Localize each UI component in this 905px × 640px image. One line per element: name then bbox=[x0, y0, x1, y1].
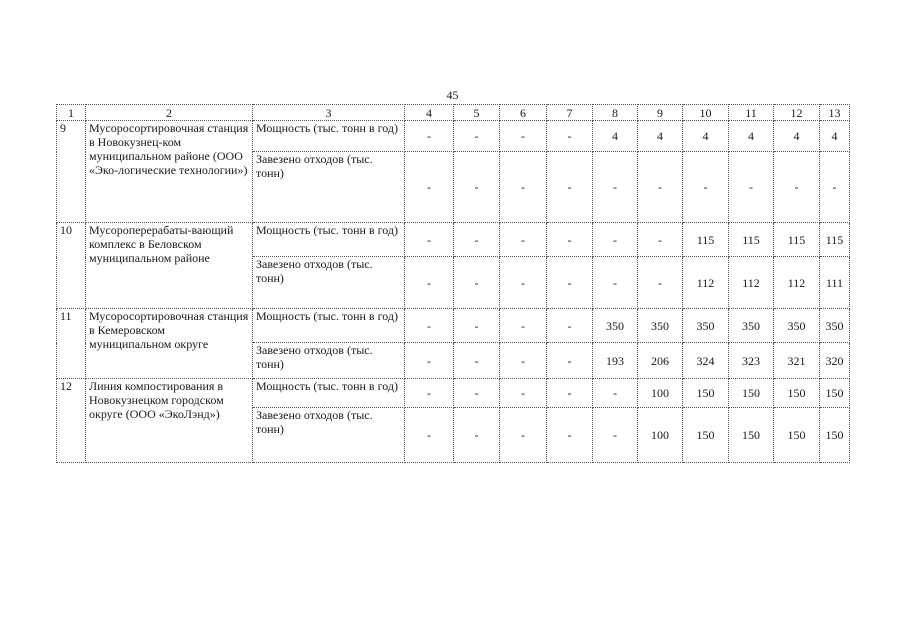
value-cell: - bbox=[500, 121, 547, 152]
value-cell: 4 bbox=[683, 121, 729, 152]
table-row bbox=[57, 223, 850, 257]
value-cell: - bbox=[547, 121, 593, 152]
value-cell: - bbox=[500, 309, 547, 343]
header-cell: 10 bbox=[683, 105, 729, 121]
value-cell: - bbox=[454, 408, 500, 463]
value-cell: - bbox=[593, 223, 638, 257]
value-cell: 150 bbox=[774, 408, 820, 463]
header-cell: 4 bbox=[405, 105, 454, 121]
facility-name: Мусоросортировочная станция в Кемеровском муниципальном округе bbox=[86, 309, 253, 379]
value-cell: - bbox=[454, 343, 500, 379]
value-cell: - bbox=[500, 152, 547, 223]
value-cell: 321 bbox=[774, 343, 820, 379]
value-cell: - bbox=[729, 152, 774, 223]
value-cell: - bbox=[500, 257, 547, 309]
indicator-label: Мощность (тыс. тонн в год) bbox=[253, 379, 405, 408]
value-cell: 350 bbox=[820, 309, 850, 343]
value-cell: - bbox=[454, 152, 500, 223]
value-cell: 4 bbox=[593, 121, 638, 152]
header-cell: 2 bbox=[86, 105, 253, 121]
header-cell: 5 bbox=[454, 105, 500, 121]
value-cell: - bbox=[820, 152, 850, 223]
header-cell: 7 bbox=[547, 105, 593, 121]
header-cell: 13 bbox=[820, 105, 850, 121]
value-cell: 150 bbox=[683, 408, 729, 463]
value-cell: - bbox=[454, 121, 500, 152]
value-cell: - bbox=[774, 152, 820, 223]
facility-name: Мусороперерабаты-вающий комплекс в Беловском муниципальном районе bbox=[86, 223, 253, 309]
value-cell: - bbox=[683, 152, 729, 223]
indicator-label: Мощность (тыс. тонн в год) bbox=[253, 121, 405, 152]
header-cell: 8 bbox=[593, 105, 638, 121]
value-cell: - bbox=[405, 379, 454, 408]
table-row bbox=[57, 121, 850, 152]
value-cell: - bbox=[547, 408, 593, 463]
value-cell: - bbox=[405, 257, 454, 309]
value-cell: - bbox=[547, 343, 593, 379]
value-cell: - bbox=[405, 223, 454, 257]
header-cell: 3 bbox=[253, 105, 405, 121]
value-cell: 324 bbox=[683, 343, 729, 379]
value-cell: - bbox=[454, 379, 500, 408]
value-cell: - bbox=[500, 379, 547, 408]
value-cell: 100 bbox=[638, 379, 683, 408]
row-index: 12 bbox=[57, 379, 86, 463]
value-cell: - bbox=[547, 257, 593, 309]
value-cell: 150 bbox=[774, 379, 820, 408]
row-index: 10 bbox=[57, 223, 86, 309]
header-row bbox=[57, 105, 850, 121]
value-cell: 350 bbox=[593, 309, 638, 343]
value-cell: 350 bbox=[638, 309, 683, 343]
value-cell: - bbox=[405, 121, 454, 152]
value-cell: - bbox=[500, 343, 547, 379]
indicator-label: Мощность (тыс. тонн в год) bbox=[253, 309, 405, 343]
value-cell: 115 bbox=[683, 223, 729, 257]
value-cell: 112 bbox=[729, 257, 774, 309]
header-cell: 11 bbox=[729, 105, 774, 121]
value-cell: 100 bbox=[638, 408, 683, 463]
value-cell: 111 bbox=[820, 257, 850, 309]
value-cell: 320 bbox=[820, 343, 850, 379]
value-cell: - bbox=[638, 152, 683, 223]
value-cell: - bbox=[593, 257, 638, 309]
value-cell: - bbox=[405, 408, 454, 463]
value-cell: - bbox=[593, 408, 638, 463]
value-cell: 112 bbox=[683, 257, 729, 309]
indicator-label: Завезено отходов (тыс. тонн) bbox=[253, 152, 405, 223]
table-row bbox=[57, 309, 850, 343]
value-cell: 150 bbox=[729, 379, 774, 408]
value-cell: 150 bbox=[820, 408, 850, 463]
value-cell: 150 bbox=[683, 379, 729, 408]
value-cell: - bbox=[547, 379, 593, 408]
value-cell: - bbox=[547, 152, 593, 223]
header-cell: 12 bbox=[774, 105, 820, 121]
value-cell: - bbox=[405, 343, 454, 379]
value-cell: 4 bbox=[774, 121, 820, 152]
value-cell: - bbox=[500, 223, 547, 257]
value-cell: 193 bbox=[593, 343, 638, 379]
row-index: 9 bbox=[57, 121, 86, 223]
waste-facilities-table bbox=[56, 104, 850, 463]
value-cell: - bbox=[500, 408, 547, 463]
value-cell: - bbox=[405, 309, 454, 343]
page-number: 45 bbox=[446, 88, 459, 102]
value-cell: - bbox=[454, 223, 500, 257]
value-cell: - bbox=[547, 309, 593, 343]
value-cell: - bbox=[638, 223, 683, 257]
value-cell: - bbox=[454, 257, 500, 309]
value-cell: 150 bbox=[729, 408, 774, 463]
value-cell: 4 bbox=[729, 121, 774, 152]
value-cell: 206 bbox=[638, 343, 683, 379]
value-cell: 4 bbox=[638, 121, 683, 152]
indicator-label: Завезено отходов (тыс. тонн) bbox=[253, 257, 405, 309]
value-cell: 115 bbox=[820, 223, 850, 257]
value-cell: - bbox=[593, 152, 638, 223]
facility-name: Линия компостирования в Новокузнецком городском округе (ООО «ЭкоЛэнд») bbox=[86, 379, 253, 463]
value-cell: 4 bbox=[820, 121, 850, 152]
header-cell: 1 bbox=[57, 105, 86, 121]
value-cell: 350 bbox=[729, 309, 774, 343]
header-cell: 9 bbox=[638, 105, 683, 121]
value-cell: 115 bbox=[774, 223, 820, 257]
value-cell: 350 bbox=[683, 309, 729, 343]
value-cell: 115 bbox=[729, 223, 774, 257]
value-cell: 323 bbox=[729, 343, 774, 379]
indicator-label: Мощность (тыс. тонн в год) bbox=[253, 223, 405, 257]
value-cell: - bbox=[547, 223, 593, 257]
value-cell: - bbox=[405, 152, 454, 223]
indicator-label: Завезено отходов (тыс. тонн) bbox=[253, 343, 405, 379]
header-cell: 6 bbox=[500, 105, 547, 121]
table-row bbox=[57, 379, 850, 408]
row-index: 11 bbox=[57, 309, 86, 379]
value-cell: 150 bbox=[820, 379, 850, 408]
value-cell: - bbox=[638, 257, 683, 309]
indicator-label: Завезено отходов (тыс. тонн) bbox=[253, 408, 405, 463]
value-cell: - bbox=[454, 309, 500, 343]
facility-name: Мусоросортировочная станция в Новокузнец-ком муниципальном районе (ООО «Эко-логические технологии») bbox=[86, 121, 253, 223]
value-cell: 350 bbox=[774, 309, 820, 343]
value-cell: - bbox=[593, 379, 638, 408]
value-cell: 112 bbox=[774, 257, 820, 309]
